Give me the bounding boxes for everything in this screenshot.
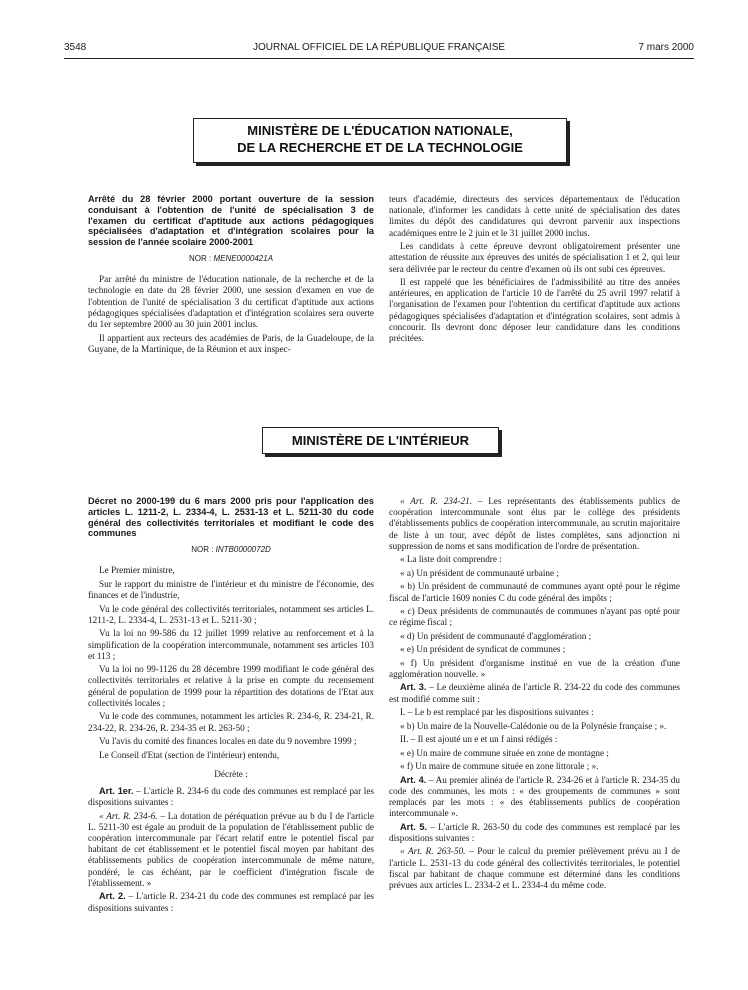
article-label: Art. 5.	[400, 821, 428, 832]
article-2	[88, 891, 374, 913]
article-label: Art. 3.	[400, 682, 427, 693]
article-3-item: « e) Un maire de commune située en zone de montagne ;	[400, 747, 609, 758]
ministry-heading-education	[193, 118, 567, 163]
list-item: « d) Un président de communauté d'agglomération ;	[400, 630, 592, 641]
article-5-quote	[389, 846, 680, 891]
article-5	[389, 822, 680, 844]
arrete-paragraph: Les candidats à cette épreuve devront obligatoirement présenter une attestation de réussite aux épreuves des unités de spécialisation 1 et 2, qui leur sera délivrée par le recteur du centre d'examen où ils ont subi ces épreuves.	[389, 241, 680, 274]
arrete-right-column	[389, 194, 680, 347]
visa: Sur le rapport du ministre de l'intérieur et du ministre de l'économie, des finances et de l'industrie,	[88, 578, 374, 601]
article-label: Art. 2.	[99, 891, 126, 902]
arrete-paragraph: teurs d'académie, directeurs des services départementaux de l'éducation nationale, d'informer les candidats à cette unité de spécialisation des dates limites du dépôt des candidatures qui devront parvenir aux inspections académiques entre le 2 juin et le 31 juillet 2000 inclus.	[389, 194, 680, 238]
article-label: Art. 1er.	[99, 785, 134, 796]
article-1	[88, 786, 374, 808]
decrete-label: Décrète :	[214, 768, 248, 779]
ministry-heading-interieur	[262, 427, 499, 454]
article-3-item: II. – Il est ajouté un e et un f ainsi rédigés :	[400, 734, 558, 745]
quote-text: – Pour le calcul du premier prélèvement prévu au I de l'article L. 2531-13 du code général des collectivités territoriales, le potentiel fiscal par habitant de chaque commune est déterminé dans les conditions prévues aux articles L. 2334-2 et L. 2334-4 du même code.	[389, 846, 680, 891]
visa: Le Premier ministre,	[99, 565, 175, 576]
arrete-left-column	[88, 194, 374, 357]
header-rule	[64, 58, 694, 59]
article-text: – Le deuxième alinéa de l'article R. 234-22 du code des communes est modifié comme suit :	[389, 682, 680, 704]
visa: Vu le code des communes, notamment les articles R. 234-6, R. 234-21, R. 234-22, R. 234-26, R. 234-35 et R. 263-50 ;	[88, 711, 374, 733]
visa: Vu la loi no 99-1126 du 28 décembre 1999 modifiant le code général des collectivités territoriales et relative à la prise en compte du recensement général de population de 1999 pour la répartition des dotations de l'Etat aux collectivités locales ;	[88, 664, 374, 708]
ministry-line-1: MINISTÈRE DE L'INTÉRIEUR	[291, 433, 470, 448]
article-4	[389, 775, 680, 820]
article-3	[389, 682, 680, 704]
nor-code: INTB0000072D	[215, 545, 271, 555]
arrete-paragraph: Il est rappelé que les bénéficiaires de l'admissibilité au titre des années antérieures, en application de l'article 10 de l'arrêté du 25 avril 1997 relatif à l'organisation de l'examen pour l'obtention du certificat d'aptitude aux actions pédagogiques spécialisées d'adaptation et d'intégration scolaires, sont admis à concourir. Ils devront donc déposer leur candidature dans les conditions précitées.	[389, 277, 680, 344]
list-intro: « La liste doit comprendre :	[400, 554, 502, 565]
article-1-quote	[88, 811, 374, 889]
decret-nor	[88, 544, 374, 555]
article-text: – L'article R. 234-21 du code des communes est remplacé par les dispositions suivantes :	[88, 891, 374, 913]
ministry-line-1: MINISTÈRE DE L'ÉDUCATION NATIONALE,	[247, 123, 513, 138]
article-label: Art. 4.	[400, 774, 427, 785]
issue-date: 7 mars 2000	[638, 42, 694, 53]
list-item: « f) Un président d'organisme institué en vue de la création d'une agglomération nouvelle. »	[389, 657, 680, 679]
article-3-item: I. – Le b est remplacé par les dispositions suivantes :	[400, 707, 594, 718]
list-item: « a) Un président de communauté urbaine ;	[400, 567, 559, 578]
visa: Vu la loi no 99-586 du 12 juillet 1999 relative au renforcement et à la simplification de la coopération intercommunale, notamment ses articles 103 et 113 ;	[88, 628, 374, 661]
visa: Vu le code général des collectivités territoriales, notamment ses articles L. 1211-2, L. 2334-4, L. 2531-13 et L. 5211-30 ;	[88, 603, 374, 625]
arrete-nor	[88, 253, 374, 264]
quote-ref: « Art. R. 234-6.	[99, 810, 158, 821]
list-item: « c) Deux présidents de communautés de communes n'ayant pas opté pour ce régime fiscal ;	[389, 606, 680, 628]
quote-ref: « Art. R. 234-21.	[400, 496, 473, 506]
decret-left-column	[88, 496, 374, 916]
list-item: « e) Un président de syndicat de communes ;	[400, 644, 566, 655]
article-text: – Au premier alinéa de l'article R. 234-26 et à l'article R. 234-35 du code des communes, les mots : « des groupements de communes » sont remplacés par les mots : « des établissements publics de coopération intercommunale ».	[389, 774, 680, 819]
quote-ref: « Art. R. 263-50.	[400, 846, 466, 857]
journal-title: JOURNAL OFFICIEL DE LA RÉPUBLIQUE FRANÇAISE	[252, 42, 506, 53]
arrete-paragraph: Par arrêté du ministre de l'éducation nationale, de la recherche et de la technologie en date du 28 février 2000, une session d'examen en vue de l'obtention de l'unité de spécialisation 3 du certificat d'aptitude aux actions pédagogiques spécialisées d'adaptation et d'intégration scolaires sera ouverte du 1er septembre 2000 au 30 juin 2001 inclus.	[88, 274, 374, 329]
article-3-item: « b) Un maire de la Nouvelle-Calédonie ou de la Polynésie française ; ».	[400, 720, 667, 731]
nor-label: NOR :	[191, 545, 214, 555]
page-header	[64, 42, 694, 56]
quote-text: – La dotation de péréquation prévue au b du I de l'article L. 5211-30 est égale au produit de la population de l'établissement public de coopération intercommunale par l'écart relatif entre le potentiel fiscal par habitant de cet établissement et le potentiel fiscal moyen par habitant des établissements publics de coopération intercommunale de même nature, pondéré, le cas échéant, par le coefficient d'intégration fiscale de l'établissement. »	[88, 810, 374, 888]
quote-text: – Les représentants des établissements publics de coopération intercommunale sont élus par le collège des présidents d'établissements publics de coopération intercommunale, au scrutin majoritaire de liste à un tour, avec dépôt de listes complètes, sans adjonction ni suppression de noms et sans modification de l'ordre de présentation.	[389, 496, 680, 551]
nor-code: MENE0000421A	[213, 253, 274, 263]
ministry-line-2: DE LA RECHERCHE ET DE LA TECHNOLOGIE	[237, 140, 523, 155]
arrete-title: Arrêté du 28 février 2000 portant ouverture de la session conduisant à l'obtention de l'unité de spécialisation 3 de l'examen du certificat d'aptitude aux actions pédagogiques spécialisées d'adaptation et d'intégration scolaires pour la session de l'année scolaire 2000-2001	[88, 194, 374, 248]
article-text: – L'article R. 234-6 du code des communes est remplacé par les dispositions suivantes :	[88, 785, 375, 808]
list-item: « b) Un président de communauté de communes ayant opté pour le régime fiscal de l'article 1609 nonies C du code général des impôts ;	[389, 581, 680, 603]
arrete-paragraph: Il appartient aux recteurs des académies de Paris, de la Guadeloupe, de la Guyane, de la Martinique, de la Réunion et aux inspec-	[88, 332, 374, 354]
page-number: 3548	[64, 42, 87, 53]
article-3-item: « f) Un maire de commune située en zone littorale ; ».	[400, 761, 599, 772]
article-text: – L'article R. 263-50 du code des communes est remplacé par les dispositions suivantes :	[389, 821, 681, 843]
visa: Vu l'avis du comité des finances locales en date du 9 novembre 1999 ;	[99, 736, 357, 747]
article-2-quote	[389, 496, 680, 552]
visa: Le Conseil d'Etat (section de l'intérieur) entendu,	[99, 749, 280, 760]
decret-right-column	[389, 496, 680, 894]
nor-label: NOR :	[188, 253, 212, 263]
decret-title: Décret no 2000-199 du 6 mars 2000 pris pour l'application des articles L. 1211-2, L. 2334-4, L. 2531-13 et L. 5211-30 du code général des collectivités territoriales et modifiant le code des communes	[88, 496, 374, 539]
